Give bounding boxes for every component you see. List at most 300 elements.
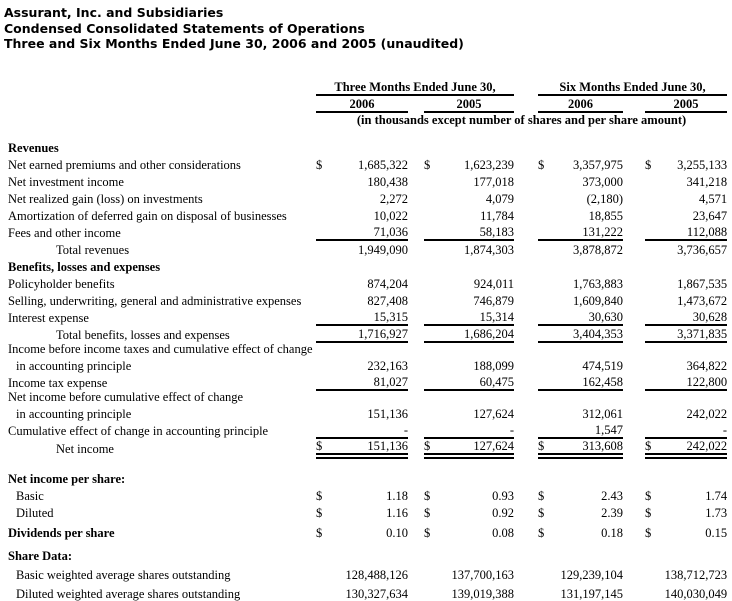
dollar-sign: [538, 582, 552, 601]
column-gap: [514, 240, 538, 257]
column-gap: [408, 438, 424, 456]
dollar-sign: $: [645, 505, 652, 520]
dollar-sign: $: [424, 525, 431, 540]
value-cell: 2.39: [601, 505, 624, 520]
value-cell: 3,878,872: [573, 242, 624, 257]
dollar-sign: [424, 274, 438, 291]
column-gap: [408, 486, 424, 503]
dollar-sign: [645, 390, 659, 404]
column-gap: [623, 206, 645, 223]
dollar-sign: [538, 342, 552, 356]
row-label: Total revenues: [56, 242, 130, 257]
dollar-sign: [424, 582, 438, 601]
dollar-sign: [645, 404, 659, 421]
dollar-sign: [424, 421, 438, 438]
value-cell: 373,000: [582, 174, 624, 189]
value-cell: 151,136: [330, 438, 408, 456]
value-cell: 3,371,835: [659, 325, 727, 342]
dollar-sign: $: [645, 488, 652, 503]
column-gap: [623, 390, 645, 404]
value-cell: 18,855: [588, 208, 624, 223]
column-gap: [408, 469, 424, 486]
row-label: Share Data:: [8, 548, 73, 563]
column-gap: [623, 95, 645, 112]
column-gap: [408, 390, 424, 404]
dollar-sign: [538, 421, 552, 438]
header-spacer: [4, 80, 316, 95]
column-gap: [623, 172, 645, 189]
table-row: [4, 189, 727, 206]
value-cell: 2.43: [601, 488, 624, 503]
value-cell: 1,609,840: [573, 293, 624, 308]
value-cell: [438, 390, 514, 404]
dollar-sign: [424, 342, 438, 356]
dollar-sign: [538, 257, 552, 274]
dollar-sign: [316, 421, 330, 438]
column-gap: [623, 189, 645, 206]
table-row: [4, 172, 727, 189]
dollar-sign: [316, 390, 330, 404]
column-gap: [514, 80, 538, 95]
dollar-sign: [645, 469, 659, 486]
dollar-sign: $: [316, 505, 323, 520]
value-cell: [438, 257, 514, 274]
value-cell: [438, 342, 514, 356]
column-gap: [408, 546, 424, 563]
value-cell: 1,473,672: [677, 293, 728, 308]
dollar-sign: [538, 274, 552, 291]
dollar-sign: [645, 291, 659, 308]
dollar-sign: [316, 546, 330, 563]
dollar-sign: $: [538, 157, 545, 172]
row-spacer: [4, 456, 727, 469]
column-gap: [623, 223, 645, 240]
dollar-sign: [316, 373, 330, 390]
value-cell: [552, 342, 623, 356]
value-cell: 15,315: [330, 308, 408, 325]
value-cell: -: [659, 421, 727, 438]
column-gap: [623, 563, 645, 582]
table-row: [4, 390, 727, 404]
dollar-sign: [316, 172, 330, 189]
statement-period: Three and Six Months Ended June 30, 2006 and 2005 (unaudited): [4, 36, 464, 51]
row-label: Diluted: [16, 505, 54, 520]
table-row: [4, 240, 727, 257]
value-cell: 0.10: [386, 525, 408, 540]
dollar-sign: [645, 421, 659, 438]
dollar-sign: [316, 291, 330, 308]
column-gap: [514, 138, 538, 155]
column-gap: [408, 95, 424, 112]
dollar-sign: [424, 257, 438, 274]
value-cell: 1.18: [386, 488, 408, 503]
dollar-sign: [645, 546, 659, 563]
table-row: [4, 356, 727, 373]
dollar-sign: [316, 189, 330, 206]
year-header: 2005: [424, 95, 514, 112]
column-gap: [514, 404, 538, 421]
table-row: [4, 80, 727, 95]
value-cell: 232,163: [367, 358, 408, 373]
value-cell: 81,027: [330, 373, 408, 390]
table-row: [4, 274, 727, 291]
table-row: [4, 138, 727, 155]
column-gap: [623, 257, 645, 274]
dollar-sign: [645, 172, 659, 189]
value-cell: 151,136: [367, 406, 408, 421]
column-gap: [514, 421, 538, 438]
value-cell: [659, 390, 727, 404]
value-cell: 924,011: [473, 276, 515, 291]
value-cell: [659, 342, 727, 356]
value-cell: 112,088: [659, 223, 727, 240]
dollar-sign: [424, 223, 438, 240]
row-label: Net income per share:: [8, 471, 126, 486]
value-cell: [552, 390, 623, 404]
dollar-sign: $: [424, 505, 431, 520]
column-gap: [408, 503, 424, 520]
value-cell: 341,218: [686, 174, 728, 189]
column-gap: [623, 421, 645, 438]
value-cell: 746,879: [473, 293, 515, 308]
table-row: [4, 503, 727, 520]
value-cell: [438, 546, 514, 563]
dollar-sign: [645, 342, 659, 356]
dollar-sign: [424, 206, 438, 223]
column-gap: [408, 206, 424, 223]
dollar-sign: $: [538, 505, 545, 520]
column-gap: [623, 438, 645, 456]
header-spacer: [4, 112, 316, 127]
dollar-sign: [316, 342, 330, 356]
row-label: Net investment income: [8, 174, 124, 189]
column-gap: [408, 325, 424, 342]
column-gap: [514, 189, 538, 206]
row-label: Basic: [16, 488, 44, 503]
column-gap: [408, 172, 424, 189]
value-cell: [659, 546, 727, 563]
value-cell: [330, 138, 408, 155]
value-cell: 3,736,657: [677, 242, 728, 257]
dollar-sign: [424, 390, 438, 404]
value-cell: 4,079: [485, 191, 515, 206]
row-label: in accounting principle: [16, 406, 132, 421]
column-group-header-three-months: Three Months Ended June 30,: [316, 80, 514, 95]
value-cell: [438, 469, 514, 486]
table-row: [4, 456, 727, 469]
column-gap: [514, 373, 538, 390]
dollar-sign: $: [538, 525, 545, 540]
column-group-header-six-months: Six Months Ended June 30,: [538, 80, 727, 95]
value-cell: 3,404,353: [552, 325, 623, 342]
value-cell: -: [438, 421, 514, 438]
column-gap: [408, 523, 424, 540]
column-gap: [408, 421, 424, 438]
dollar-sign: [424, 563, 438, 582]
row-label: Amortization of deferred gain on disposal of businesses: [8, 208, 287, 223]
column-gap: [623, 373, 645, 390]
table-row: [4, 223, 727, 240]
header-spacer: [4, 95, 316, 112]
dollar-sign: [538, 469, 552, 486]
dollar-sign: [645, 189, 659, 206]
column-gap: [408, 291, 424, 308]
statement-rows: [4, 127, 727, 601]
statement-title: Condensed Consolidated Statements of Operations: [4, 20, 365, 36]
row-label: Fees and other income: [8, 225, 121, 240]
column-gap: [514, 325, 538, 342]
dollar-sign: [645, 206, 659, 223]
value-cell: 474,519: [582, 358, 624, 373]
column-gap: [514, 582, 538, 601]
dollar-sign: [645, 325, 659, 342]
column-gap: [408, 240, 424, 257]
dollar-sign: [645, 582, 659, 601]
units-note: (in thousands except number of shares and per share amount): [356, 112, 687, 127]
dollar-sign: [424, 291, 438, 308]
value-cell: 0.18: [601, 525, 624, 540]
table-row: [4, 523, 727, 540]
value-cell: 11,784: [480, 208, 515, 223]
table-row: [4, 325, 727, 342]
value-cell: 23,647: [692, 208, 728, 223]
dollar-sign: [316, 325, 330, 342]
column-gap: [623, 404, 645, 421]
value-cell: [552, 546, 623, 563]
dollar-sign: [538, 546, 552, 563]
value-cell: 827,408: [367, 293, 408, 308]
dollar-sign: $: [538, 488, 545, 503]
column-gap: [408, 563, 424, 582]
dollar-sign: [538, 206, 552, 223]
value-cell: 177,018: [473, 174, 515, 189]
value-cell: (2,180): [586, 191, 624, 206]
table-row: [4, 342, 727, 356]
row-label: Income tax expense: [8, 375, 108, 390]
value-cell: [330, 469, 408, 486]
row-label: Total benefits, losses and expenses: [56, 327, 230, 342]
column-gap: [623, 155, 645, 172]
value-cell: 4,571: [698, 191, 728, 206]
dollar-sign: [316, 308, 330, 325]
dollar-sign: [538, 291, 552, 308]
column-gap: [623, 325, 645, 342]
dollar-sign: $: [645, 525, 652, 540]
row-label: Net earned premiums and other considerations: [8, 157, 241, 172]
column-gap: [623, 240, 645, 257]
dollar-sign: [316, 223, 330, 240]
value-cell: [330, 342, 408, 356]
value-cell: 364,822: [686, 358, 728, 373]
dollar-sign: [538, 563, 552, 582]
column-gap: [408, 274, 424, 291]
column-gap: [623, 308, 645, 325]
row-label: Income before income taxes and cumulative effect of change: [8, 341, 313, 356]
dollar-sign: [424, 356, 438, 373]
row-label: Cumulative effect of change in accounting principle: [8, 423, 269, 438]
column-gap: [514, 438, 538, 456]
column-gap: [408, 308, 424, 325]
value-cell: 127,624: [473, 406, 515, 421]
column-gap: [514, 563, 538, 582]
dollar-sign: [538, 240, 552, 257]
column-gap: [514, 342, 538, 356]
table-row: [4, 308, 727, 325]
column-gap: [514, 155, 538, 172]
statements-table: [4, 80, 727, 601]
value-cell: 1,874,303: [464, 242, 515, 257]
row-label: in accounting principle: [16, 358, 132, 373]
dollar-sign: [424, 404, 438, 421]
dollar-sign: $: [538, 438, 552, 456]
table-row: [4, 373, 727, 390]
dollar-sign: $: [316, 525, 323, 540]
column-gap: [514, 308, 538, 325]
value-cell: 3,255,133: [677, 157, 728, 172]
column-gap: [408, 138, 424, 155]
dollar-sign: [645, 308, 659, 325]
value-cell: 0.93: [492, 488, 515, 503]
value-cell: 130,327,634: [345, 586, 408, 601]
value-cell: 0.92: [492, 505, 515, 520]
dollar-sign: [645, 138, 659, 155]
dollar-sign: [538, 172, 552, 189]
dollar-sign: $: [645, 157, 652, 172]
table-row: [4, 469, 727, 486]
table-row: [4, 95, 727, 112]
table-row: [4, 438, 727, 456]
row-label: Basic weighted average shares outstanding: [16, 567, 231, 582]
dollar-sign: $: [316, 438, 330, 456]
column-gap: [514, 356, 538, 373]
dollar-sign: [424, 308, 438, 325]
dollar-sign: [316, 257, 330, 274]
column-gap: [514, 469, 538, 486]
table-row: [4, 155, 727, 172]
dollar-sign: [538, 138, 552, 155]
dollar-sign: [645, 563, 659, 582]
dollar-sign: $: [424, 488, 431, 503]
dollar-sign: [424, 138, 438, 155]
row-label: Net income: [56, 441, 114, 456]
dollar-sign: $: [316, 157, 323, 172]
column-gap: [514, 546, 538, 563]
column-gap: [623, 291, 645, 308]
row-label: Dividends per share: [8, 525, 115, 540]
value-cell: 139,019,388: [451, 586, 515, 601]
column-gap: [408, 342, 424, 356]
dollar-sign: [424, 325, 438, 342]
table-row: [4, 563, 727, 582]
value-cell: 1,763,883: [573, 276, 624, 291]
table-row: [4, 421, 727, 438]
value-cell: 180,438: [367, 174, 408, 189]
table-row: [4, 582, 727, 601]
column-gap: [514, 257, 538, 274]
dollar-sign: [424, 189, 438, 206]
value-cell: 312,061: [582, 406, 624, 421]
table-row: [4, 112, 727, 127]
value-cell: 1,547: [552, 421, 623, 438]
dollar-sign: [538, 404, 552, 421]
column-gap: [408, 189, 424, 206]
dollar-sign: [316, 469, 330, 486]
table-row: [4, 127, 727, 138]
value-cell: 162,458: [552, 373, 623, 390]
dollar-sign: [316, 404, 330, 421]
value-cell: 128,488,126: [345, 567, 408, 582]
table-row: [4, 486, 727, 503]
value-cell: 242,022: [686, 406, 728, 421]
table-row: [4, 546, 727, 563]
value-cell: 2,272: [379, 191, 408, 206]
dollar-sign: [645, 274, 659, 291]
dollar-sign: [316, 563, 330, 582]
value-cell: 138,712,723: [664, 567, 728, 582]
value-cell: 129,239,104: [560, 567, 624, 582]
value-cell: 122,800: [659, 373, 727, 390]
value-cell: 313,608: [552, 438, 623, 456]
dollar-sign: [316, 274, 330, 291]
row-label: Policyholder benefits: [8, 276, 115, 291]
value-cell: 1.73: [705, 505, 728, 520]
dollar-sign: [645, 257, 659, 274]
dollar-sign: [424, 373, 438, 390]
value-cell: 188,099: [473, 358, 515, 373]
dollar-sign: [645, 356, 659, 373]
column-gap: [514, 274, 538, 291]
row-label: Net realized gain (loss) on investments: [8, 191, 203, 206]
value-cell: 71,036: [330, 223, 408, 240]
dollar-sign: [316, 206, 330, 223]
company-name: Assurant, Inc. and Subsidiaries: [4, 5, 224, 20]
value-cell: 30,628: [659, 308, 727, 325]
column-gap: [408, 404, 424, 421]
value-cell: 242,022: [659, 438, 727, 456]
column-gap: [623, 486, 645, 503]
dollar-sign: [538, 390, 552, 404]
column-gap: [408, 223, 424, 240]
year-header: 2006: [316, 95, 408, 112]
table-row: [4, 206, 727, 223]
value-cell: [552, 469, 623, 486]
dollar-sign: [424, 546, 438, 563]
column-gap: [623, 546, 645, 563]
value-cell: 1,716,927: [330, 325, 408, 342]
column-gap: [623, 523, 645, 540]
dollar-sign: [316, 356, 330, 373]
column-gap: [623, 138, 645, 155]
row-label: Net income before cumulative effect of change: [8, 389, 244, 404]
column-gap: [408, 257, 424, 274]
column-gap: [514, 206, 538, 223]
dollar-sign: [538, 373, 552, 390]
column-gap: [514, 172, 538, 189]
dollar-sign: [424, 240, 438, 257]
dollar-sign: $: [316, 488, 323, 503]
column-gap: [623, 274, 645, 291]
column-gap: [514, 523, 538, 540]
row-spacer: [4, 127, 727, 138]
value-cell: 3,357,975: [573, 157, 624, 172]
column-gap: [514, 223, 538, 240]
column-gap: [514, 95, 538, 112]
dollar-sign: $: [424, 438, 438, 456]
column-gap: [623, 342, 645, 356]
value-cell: 140,030,049: [664, 586, 728, 601]
column-gap: [514, 390, 538, 404]
column-gap: [408, 582, 424, 601]
